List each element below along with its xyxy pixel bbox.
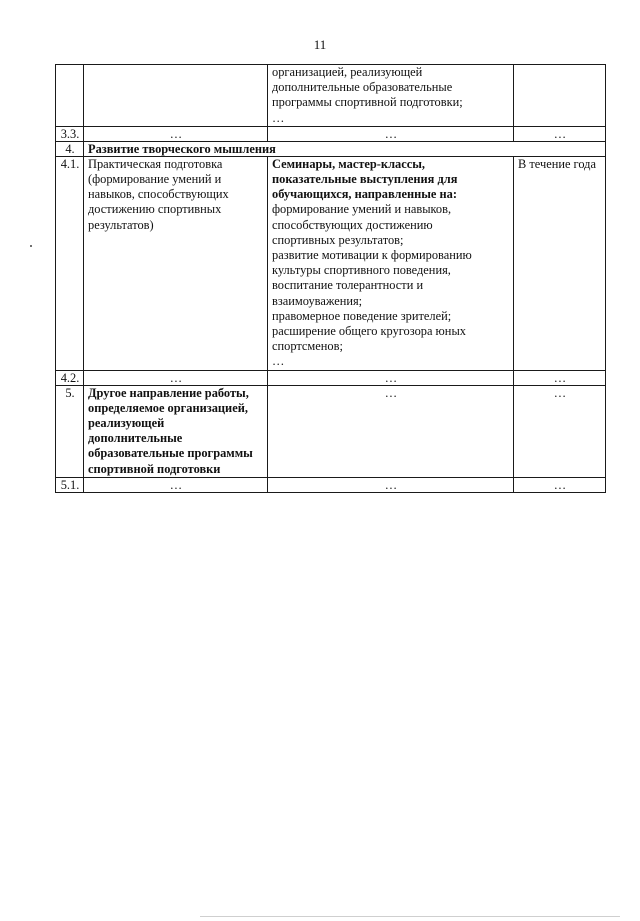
term-cell: В течение года [514, 156, 606, 370]
form-line: формирование умений и навыков, [272, 202, 452, 217]
row-number-cell [56, 65, 84, 127]
row-number: 5. [56, 385, 84, 477]
plan-table [55, 64, 606, 493]
direction-line: реализующей [88, 416, 165, 431]
form-cell: … [268, 385, 514, 477]
form-line: воспитание толерантности и [272, 278, 424, 293]
form-line: программы спортивной подготовки; [272, 95, 463, 110]
form-line: расширение общего кругозора юных [272, 324, 466, 339]
form-cell [268, 156, 514, 370]
form-line: … [272, 110, 285, 125]
direction-line: Практическая подготовка [88, 156, 223, 171]
form-cell: … [268, 477, 514, 492]
direction-line: навыков, способствующих [88, 187, 229, 202]
form-line: взаимоуважения; [272, 293, 363, 308]
form-line: правомерное поведение зрителей; [272, 308, 452, 323]
page-number: 11 [313, 37, 327, 52]
form-heading-line: Семинары, мастер-классы, [272, 156, 425, 171]
row-number: 4.1. [56, 156, 84, 370]
direction-line: Другое направление работы, [88, 385, 249, 400]
direction-cell: … [84, 477, 268, 492]
direction-cell [84, 385, 268, 477]
form-line: культуры спортивного поведения, [272, 263, 451, 278]
table-row [56, 156, 606, 370]
form-cell: … [268, 126, 514, 141]
form-cell: … [268, 370, 514, 385]
term-cell: … [514, 370, 606, 385]
term-cell: … [514, 126, 606, 141]
direction-line: результатов) [88, 217, 154, 232]
direction-line: образовательные программы [88, 446, 253, 461]
direction-line: дополнительные [88, 431, 183, 446]
form-line: дополнительные образовательные [272, 80, 453, 95]
form-heading-line: показательные выступления для [272, 172, 458, 187]
form-line: спортивных результатов; [272, 232, 404, 247]
direction-line: определяемое организацией, [88, 400, 248, 415]
section-title: Развитие творческого мышления [84, 141, 606, 156]
section-row [56, 141, 606, 156]
table-row [56, 126, 606, 141]
scan-edge-line [200, 916, 620, 917]
direction-line: (формирование умений и [88, 172, 222, 187]
table-row [56, 370, 606, 385]
row-number: 4. [56, 141, 84, 156]
term-cell [514, 65, 606, 127]
term-cell: … [514, 385, 606, 477]
direction-cell: … [84, 126, 268, 141]
direction-line: спортивной подготовки [88, 461, 221, 476]
direction-line: достижению спортивных [88, 202, 222, 217]
term-cell: … [514, 477, 606, 492]
table-row [56, 65, 606, 127]
form-line: спортсменов; [272, 339, 343, 354]
form-cell [268, 65, 514, 127]
direction-cell [84, 156, 268, 370]
row-number: 3.3. [56, 126, 84, 141]
form-line: способствующих достижению [272, 217, 433, 232]
direction-cell: … [84, 370, 268, 385]
form-line: … [272, 354, 285, 369]
scan-speck [30, 245, 32, 247]
table-row [56, 385, 606, 477]
row-number: 4.2. [56, 370, 84, 385]
form-line: организацией, реализующей [272, 65, 423, 79]
row-number: 5.1. [56, 477, 84, 492]
table-row [56, 477, 606, 492]
form-line: развитие мотивации к формированию [272, 248, 472, 263]
form-heading-line: обучающихся, направленные на: [272, 187, 457, 202]
direction-cell [84, 65, 268, 127]
